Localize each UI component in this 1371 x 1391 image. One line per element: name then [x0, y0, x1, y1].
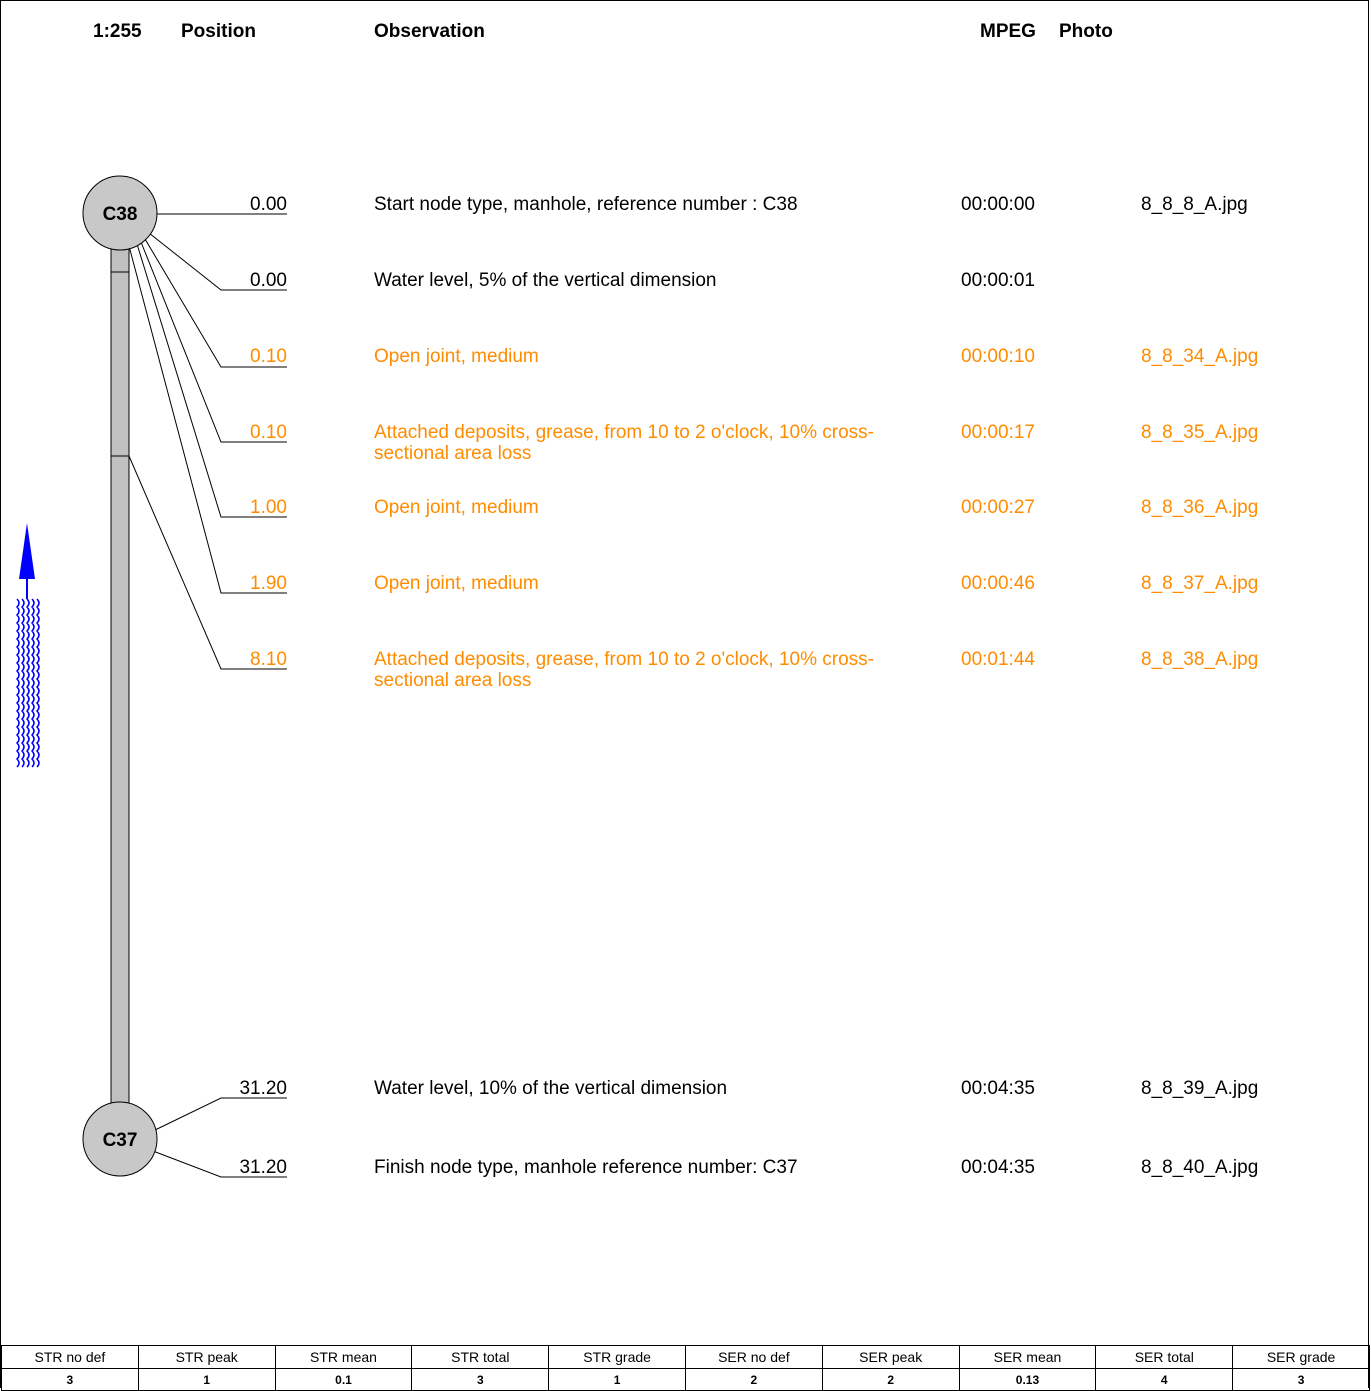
observation-photo: 8_8_38_A.jpg — [1141, 649, 1259, 670]
summary-value: 3 — [412, 1369, 549, 1391]
observation-photo: 8_8_39_A.jpg — [1141, 1078, 1259, 1099]
summary-header: SER grade — [1233, 1346, 1370, 1369]
observation-mpeg: 00:00:27 — [961, 497, 1035, 518]
leader-line — [129, 456, 287, 669]
scale-label: 1:255 — [93, 21, 142, 42]
summary-value: 1 — [138, 1369, 275, 1391]
observation-position: 0.00 — [250, 270, 287, 291]
summary-header: SER peak — [822, 1346, 959, 1369]
observation-position: 1.00 — [250, 497, 287, 518]
observation-position: 8.10 — [250, 649, 287, 670]
summary-header: STR no def — [2, 1346, 139, 1369]
summary-header: SER mean — [959, 1346, 1096, 1369]
summary-value: 0.1 — [275, 1369, 412, 1391]
observation-text: Attached deposits, grease, from 10 to 2 o'clock, 10% cross-sectional area loss — [374, 422, 874, 464]
observation-photo: 8_8_37_A.jpg — [1141, 573, 1259, 594]
observation-mpeg: 00:04:35 — [961, 1078, 1035, 1099]
observation-mpeg: 00:00:17 — [961, 422, 1035, 443]
observation-photo: 8_8_40_A.jpg — [1141, 1157, 1259, 1178]
observation-text: Open joint, medium — [374, 573, 539, 594]
observation-position: 0.00 — [250, 194, 287, 215]
summary-header: STR grade — [549, 1346, 686, 1369]
leader-line — [153, 1098, 287, 1131]
summary-value: 0.13 — [959, 1369, 1096, 1391]
mpeg-header: MPEG — [980, 21, 1036, 42]
observation-position: 0.10 — [250, 346, 287, 367]
summary-header: STR mean — [275, 1346, 412, 1369]
observation-header: Observation — [374, 21, 485, 42]
observation-mpeg: 00:00:46 — [961, 573, 1035, 594]
observation-mpeg: 00:00:10 — [961, 346, 1035, 367]
observation-text: Start node type, manhole, reference number : C38 — [374, 194, 798, 215]
observation-position: 31.20 — [239, 1157, 287, 1178]
observation-text: Water level, 10% of the vertical dimension — [374, 1078, 728, 1099]
summary-value: 2 — [685, 1369, 822, 1391]
summary-value: 3 — [1233, 1369, 1370, 1391]
summary-header: SER total — [1096, 1346, 1233, 1369]
observation-photo: 8_8_34_A.jpg — [1141, 346, 1259, 367]
observation-text: Finish node type, manhole reference number: C37 — [374, 1157, 798, 1178]
observation-photo: 8_8_35_A.jpg — [1141, 422, 1259, 443]
summary-value: 2 — [822, 1369, 959, 1391]
observation-position: 31.20 — [239, 1078, 287, 1099]
position-header: Position — [181, 21, 256, 42]
summary-header: STR peak — [138, 1346, 275, 1369]
pipe-body — [111, 241, 129, 1121]
summary-value: 1 — [549, 1369, 686, 1391]
finish-node-label: C37 — [102, 1130, 138, 1151]
observation-text: Attached deposits, grease, from 10 to 2 o'clock, 10% cross-sectional area loss — [374, 649, 874, 691]
observation-mpeg: 00:04:35 — [961, 1157, 1035, 1178]
leader-line — [129, 246, 287, 593]
observation-photo: 8_8_8_A.jpg — [1141, 194, 1248, 215]
observation-text: Open joint, medium — [374, 497, 539, 518]
flow-direction-arrow-icon — [17, 523, 39, 767]
start-node-label: C38 — [102, 204, 138, 225]
summary-value: 3 — [2, 1369, 139, 1391]
summary-value: 4 — [1096, 1369, 1233, 1391]
observation-text: Water level, 5% of the vertical dimension — [374, 270, 717, 291]
observation-mpeg: 00:00:00 — [961, 194, 1035, 215]
observation-photo: 8_8_36_A.jpg — [1141, 497, 1259, 518]
observation-position: 1.90 — [250, 573, 287, 594]
grading-summary-table — [1, 1345, 1370, 1391]
photo-header: Photo — [1059, 21, 1113, 42]
observation-text: Open joint, medium — [374, 346, 539, 367]
observation-mpeg: 00:01:44 — [961, 649, 1035, 670]
observation-mpeg: 00:00:01 — [961, 270, 1035, 291]
observation-position: 0.10 — [250, 422, 287, 443]
summary-header: SER no def — [685, 1346, 822, 1369]
summary-header: STR total — [412, 1346, 549, 1369]
